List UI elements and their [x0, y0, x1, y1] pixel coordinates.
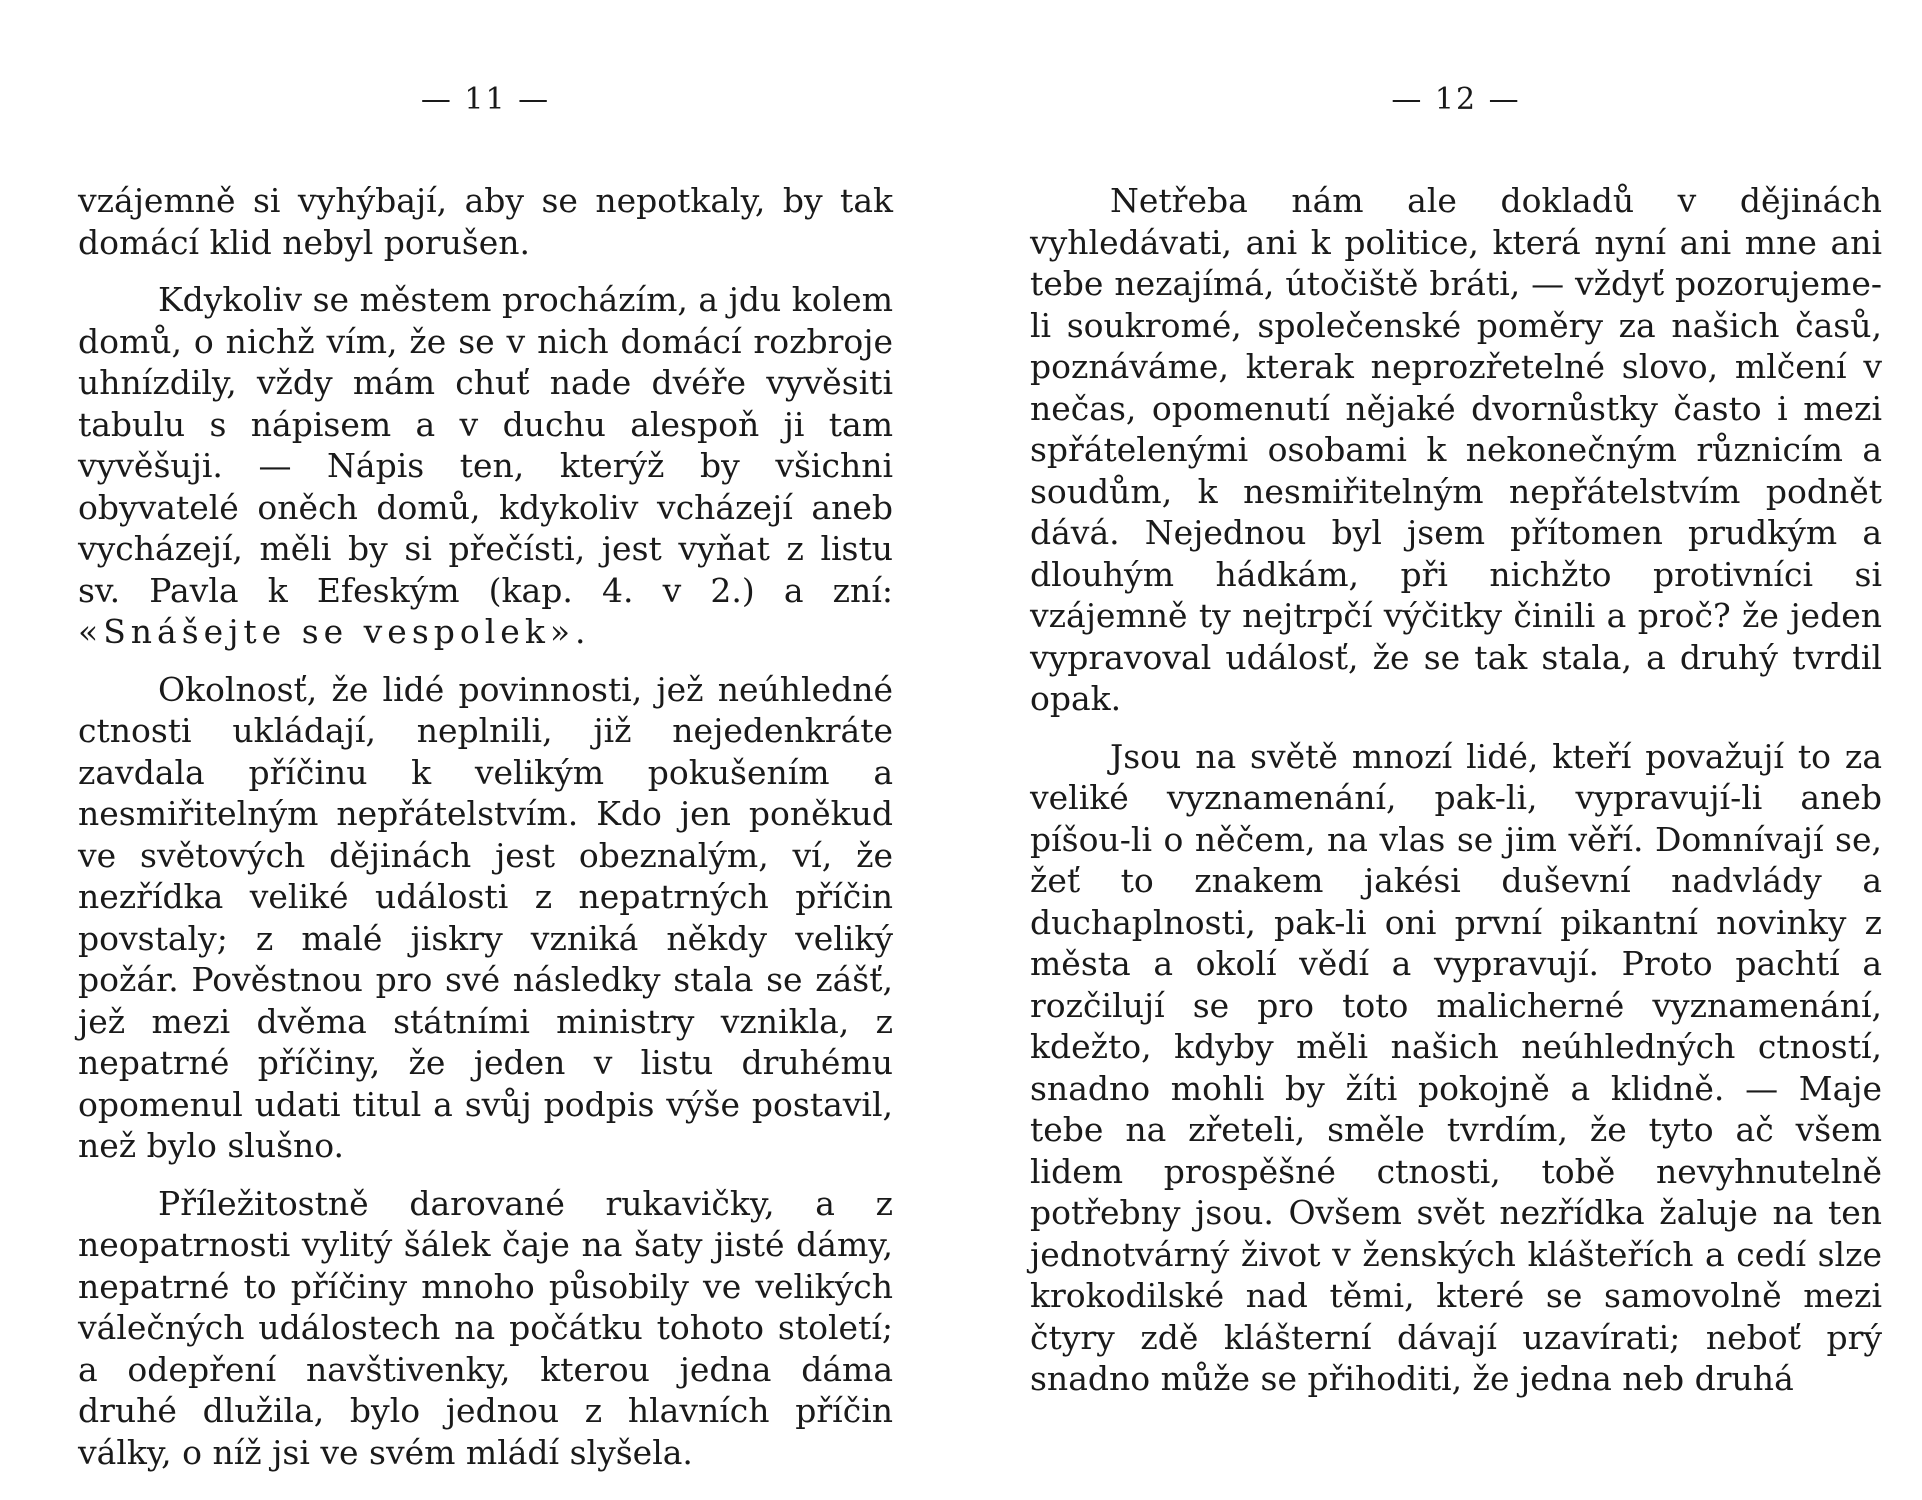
- right-page-number: — 12 —: [1391, 82, 1521, 117]
- right-page: [1030, 0, 1882, 1500]
- left-page: [78, 0, 893, 1500]
- left-paragraph-2: [78, 279, 893, 653]
- right-page-text: [1030, 180, 1882, 1400]
- left-paragraph-4: Příležitostně darované rukavičky, a z neopatrnosti vylitý šálek čaje na šaty jisté dámy, nepatrné to příčiny mnoho působily ve velikých válečných událostech na počátku tohoto století; a odepření navštivenky, kterou jedna dáma druhé dlužila, bylo jednou z hlavních příčin války, o níž jsi ve svém mládí slyšela.: [78, 1183, 893, 1472]
- left-page-text: [78, 180, 893, 1473]
- left-page-number: — 11 —: [420, 82, 551, 117]
- left-paragraph-1: vzájemně si vyhýbají, aby se nepotkaly, by tak domácí klid nebyl porušen.: [78, 181, 893, 262]
- left-paragraph-2-text: Kdykoliv se městem procházím, a jdu kolem domů, o nichž vím, že se v nich domácí rozbroje uhnízdily, vždy mám chuť nade dvéře vyvěsiti tabulu s nápisem a v duchu alespoň ji tam vyvěšuji. — Nápis ten, kterýž by všichni obyvatelé oněch domů, kdykoliv vcházejí aneb vycházejí, měli by si přečísti, jest vyňat z listu sv. Pavla k Efeským (kap. 4. v 2.) a zní:: [78, 280, 893, 610]
- right-paragraph-2: Jsou na světě mnozí lidé, kteří považují to za veliké vyznamenání, pak-li, vypravují-li aneb píšou-li o něčem, na vlas se jim věří. Domnívají se, žeť to znakem jakési duševní nadvlády a duchaplnosti, pak-li oni první pikantní novinky z města a okolí vědí a vypravují. Proto pachtí a rozčilují se pro toto malicherné vyznamenání, kdežto, kdyby měli našich neúhledných ctností, snadno mohli by žíti pokojně a klidně. — Maje tebe na zřeteli, směle tvrdím, že tyto ač všem lidem prospěšné ctnosti, tobě nevyhnutelně potřebny jsou. Ovšem svět nezřídka žaluje na ten jednotvárný život v ženských klášteřích a cedí slze krokodilské nad těmi, které se samovolně mezi čtyry zdě klášterní dávají uzavírati; neboť prý snadno může se přihoditi, že jedna neb druhá: [1030, 736, 1882, 1398]
- left-paragraph-3: Okolnosť, že lidé povinnosti, jež neúhledné ctnosti ukládají, neplnili, již nejedenkráte zavdala příčinu k velikým pokušením a nesmiřitelným nepřátelstvím. Kdo jen poněkud ve světových dějinách jest obeznalým, ví, že nezřídka veliké události z nepatrných příčin povstaly; z malé jiskry vzniká někdy veliký požár. Pověstnou pro své následky stala se zášť, jež mezi dvěma státními ministry vznikla, z nepatrné příčiny, že jeden v listu druhému opomenul udati titul a svůj podpis výše postavil, než bylo slušno.: [78, 669, 893, 1165]
- right-paragraph-1: Netřeba nám ale dokladů v dějinách vyhledávati, ani k politice, která nyní ani mne ani tebe nezajímá, útočiště bráti, — vždyť pozorujeme-li soukromé, společenské poměry za našich časů, poznáváme, kterak neprozřetelné slovo, mlčení v nečas, opomenutí nějaké dvornůstky často i mezi spřátelenými osobami k nekonečným různicím a soudům, k nesmiřitelným nepřátelstvím podnět dává. Nejednou byl jsem přítomen prudkým a dlouhým hádkám, při nichžto protivníci si vzájemně ty nejtrpčí výčitky činili a proč? že jeden vypravoval událosť, že se tak stala, a druhý tvrdil opak.: [1030, 181, 1882, 718]
- left-paragraph-2-quote: «Snášejte se vespolek».: [78, 612, 591, 651]
